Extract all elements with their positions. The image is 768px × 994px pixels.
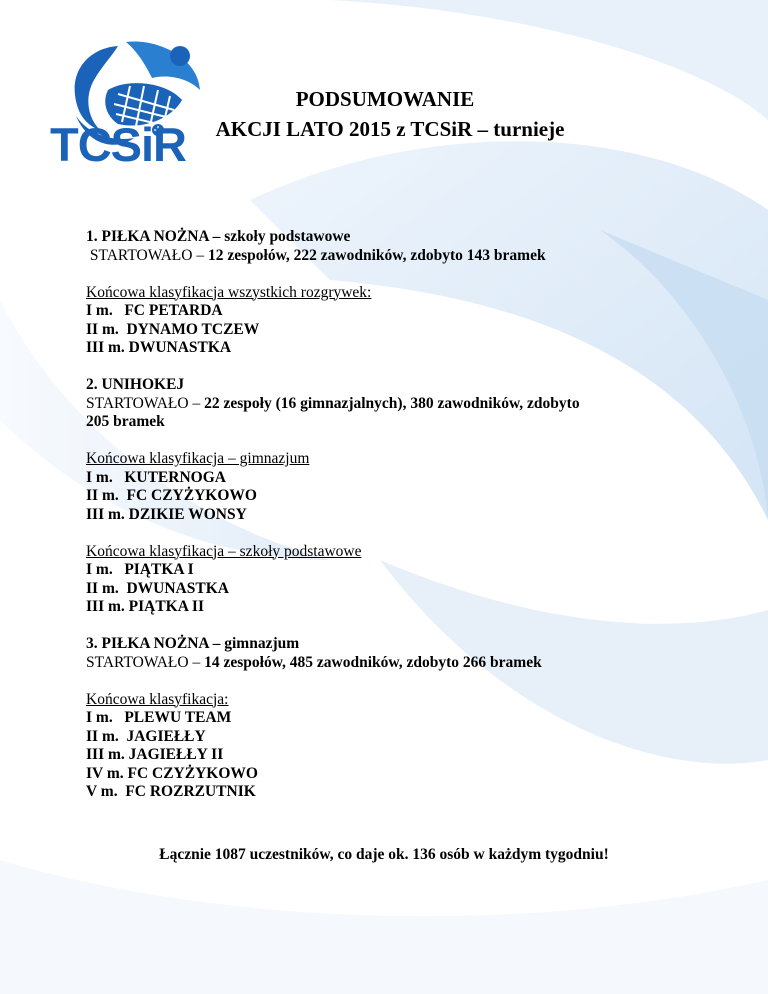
section-2b-place-1: I m. PIĄTKA I — [86, 561, 194, 578]
summary-footer: Łącznie 1087 uczestników, co daje ok. 136 osób w każdym tygodniu! — [159, 846, 609, 863]
section-2a-place-2: II m. FC CZYŻYKOWO — [86, 487, 257, 504]
section-3-start-label: STARTOWAŁO – — [86, 653, 205, 671]
page-title-line1: PODSUMOWANIE — [295, 87, 475, 111]
section-2a-place-1: I m. KUTERNOGA — [86, 468, 226, 486]
section-2-start-value: 22 zespoły (16 gimnazjalnych), 380 zawodników, zdobyto — [204, 394, 580, 412]
section-1-start-label: STARTOWAŁO – — [89, 246, 208, 264]
section-1-start-value: 12 zespołów, 222 zawodników, zdobyto 143 bramek — [207, 246, 546, 264]
section-3-place-1: I m. PLEWU TEAM — [86, 709, 232, 726]
section-2-start-line — [86, 395, 686, 414]
section-2-caption-gimnazjum: Końcowa klasyfikacja – gimnazjum — [86, 450, 310, 467]
section-1-place-1: I m. FC PETARDA — [86, 302, 223, 319]
section-2a-place-3: III m. DZIKIE WONSY — [86, 505, 247, 523]
section-3-heading: 3. PIŁKA NOŻNA – gimnazjum — [86, 635, 300, 652]
section-3-place-4: IV m. FC CZYŻYKOWO — [86, 764, 258, 782]
section-3-place-2: II m. JAGIEŁŁY — [86, 727, 206, 745]
section-2-heading: 2. UNIHOKEJ — [86, 376, 185, 393]
section-1-start-line — [86, 247, 686, 266]
logo-wordmark: TCSiR — [50, 118, 186, 171]
section-1-place-2: II m. DYNAMO TCZEW — [86, 320, 260, 338]
section-1-caption: Końcowa klasyfikacja wszystkich rozgrywek: — [86, 283, 372, 301]
section-3-caption: Końcowa klasyfikacja: — [86, 690, 229, 708]
section-1-heading: 1. PIŁKA NOŻNA – szkoły podstawowe — [86, 228, 351, 245]
section-3-start-line — [86, 654, 686, 673]
document-body — [86, 228, 686, 802]
page-title-line2: AKCJI LATO 2015 z TCSiR – turnieje — [215, 117, 565, 141]
section-1-place-3: III m. DWUNASTKA — [86, 339, 232, 356]
section-2-start-value-cont: 205 bramek — [86, 413, 165, 430]
section-2b-place-3: III m. PIĄTKA II — [86, 598, 204, 615]
section-3-start-value: 14 zespołów, 485 zawodników, zdobyto 266 bramek — [204, 653, 542, 671]
section-2b-place-2: II m. DWUNASTKA — [86, 579, 229, 597]
section-3-place-3: III m. JAGIEŁŁY II — [86, 746, 224, 763]
section-2-start-label: STARTOWAŁO – — [86, 394, 205, 412]
section-2-caption-podstawowe: Końcowa klasyfikacja – szkoły podstawowe — [86, 542, 362, 560]
section-3-place-5: V m. FC ROZRZUTNIK — [86, 783, 256, 800]
